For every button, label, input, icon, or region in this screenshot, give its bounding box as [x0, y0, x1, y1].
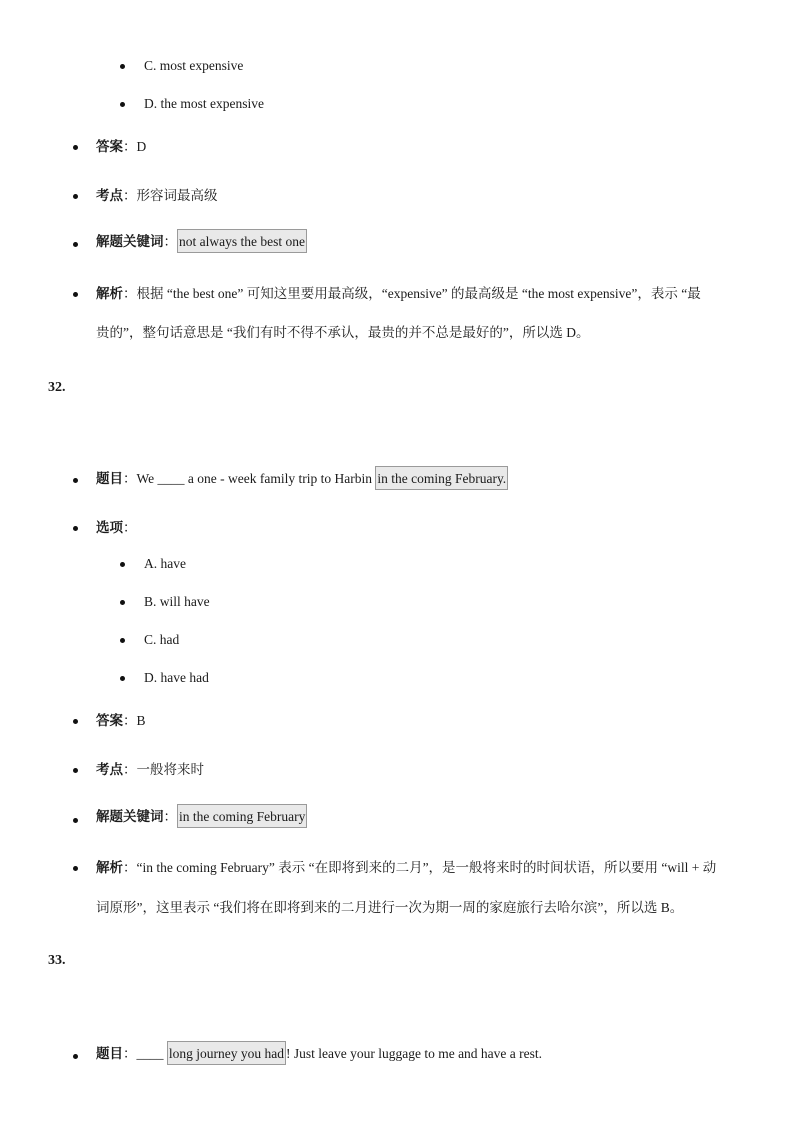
question-line — [96, 1041, 542, 1065]
bullet-icon — [73, 866, 78, 871]
keyword-line — [96, 229, 307, 253]
bullet-icon — [120, 676, 125, 681]
option-a: A. have — [144, 556, 186, 571]
analysis-line-2: 贵的”，整句话意思是 “我们有时不得不承认，最贵的并不总是最好的”，所以选 D。 — [96, 325, 590, 340]
bullet-icon — [73, 818, 78, 823]
keyword-line — [96, 804, 307, 828]
analysis-text: 根据 “the best one” 可知这里要用最高级，“expensive” 的最高级是 “the most expensive”，表示 “最 — [136, 286, 701, 301]
question-blank: ____ — [136, 1046, 164, 1061]
analysis-label: 解析 — [96, 860, 123, 875]
answer-value: B — [136, 713, 146, 728]
bullet-icon — [120, 600, 125, 605]
kaodian-label: 考点 — [96, 188, 123, 203]
bullet-icon — [120, 562, 125, 567]
question-number: 33. — [48, 953, 66, 968]
kaodian-value: 一般将来时 — [136, 762, 204, 777]
colon: ： — [123, 762, 137, 777]
bullet-icon — [73, 719, 78, 724]
option-d: D. the most expensive — [144, 96, 264, 111]
question-highlight: in the coming February. — [375, 466, 508, 490]
bullet-icon — [73, 1054, 78, 1059]
colon: ： — [123, 286, 137, 301]
colon: ： — [123, 1046, 137, 1061]
answer-line — [96, 711, 146, 731]
kaodian-label: 考点 — [96, 762, 123, 777]
analysis-line-1 — [96, 284, 701, 304]
analysis-label: 解析 — [96, 286, 123, 301]
keyword-highlight: in the coming February — [177, 804, 307, 828]
option-d: D. have had — [144, 670, 209, 685]
question-text: We ____ a one - week family trip to Harbin — [136, 471, 372, 486]
options-label: 选项 — [96, 520, 123, 535]
question-text: ! Just leave your luggage to me and have a rest. — [285, 1046, 543, 1061]
colon: ： — [123, 188, 137, 203]
option-c: C. most expensive — [144, 58, 244, 73]
answer-label: 答案 — [96, 139, 123, 154]
bullet-icon — [73, 145, 78, 150]
kaodian-line — [96, 760, 204, 780]
option-c: C. had — [144, 632, 180, 647]
question-line — [96, 466, 508, 490]
answer-line — [96, 137, 146, 157]
option-b: B. will have — [144, 594, 210, 609]
bullet-icon — [120, 64, 125, 69]
answer-label: 答案 — [96, 713, 123, 728]
colon: ： — [163, 234, 177, 249]
answer-value: D — [136, 139, 147, 154]
question-number: 32. — [48, 380, 66, 395]
question-highlight: long journey you had — [167, 1041, 286, 1065]
analysis-text: “in the coming February” 表示 “在即将到来的二月”，是一般将来时的时间状语，所以要用 “will + 动 — [136, 860, 717, 875]
analysis-line-2: 词原形”，这里表示 “我们将在即将到来的二月进行一次为期一周的家庭旅行去哈尔滨”，所以选 B。 — [96, 900, 684, 915]
colon: ： — [123, 471, 137, 486]
bullet-icon — [73, 194, 78, 199]
analysis-line-1 — [96, 858, 716, 878]
options-line — [96, 518, 137, 538]
question-label: 题目 — [96, 471, 123, 486]
question-label: 题目 — [96, 1046, 123, 1061]
colon: ： — [123, 520, 137, 535]
colon: ： — [123, 139, 137, 154]
keyword-highlight: not always the best one — [177, 229, 307, 253]
bullet-icon — [73, 478, 78, 483]
bullet-icon — [120, 102, 125, 107]
kaodian-line — [96, 186, 218, 206]
bullet-icon — [73, 526, 78, 531]
bullet-icon — [73, 242, 78, 247]
keyword-label: 解题关键词 — [96, 809, 164, 824]
colon: ： — [163, 809, 177, 824]
bullet-icon — [73, 768, 78, 773]
kaodian-value: 形容词最高级 — [136, 188, 218, 203]
colon: ： — [123, 713, 137, 728]
bullet-icon — [120, 638, 125, 643]
bullet-icon — [73, 292, 78, 297]
colon: ： — [123, 860, 137, 875]
keyword-label: 解题关键词 — [96, 234, 164, 249]
